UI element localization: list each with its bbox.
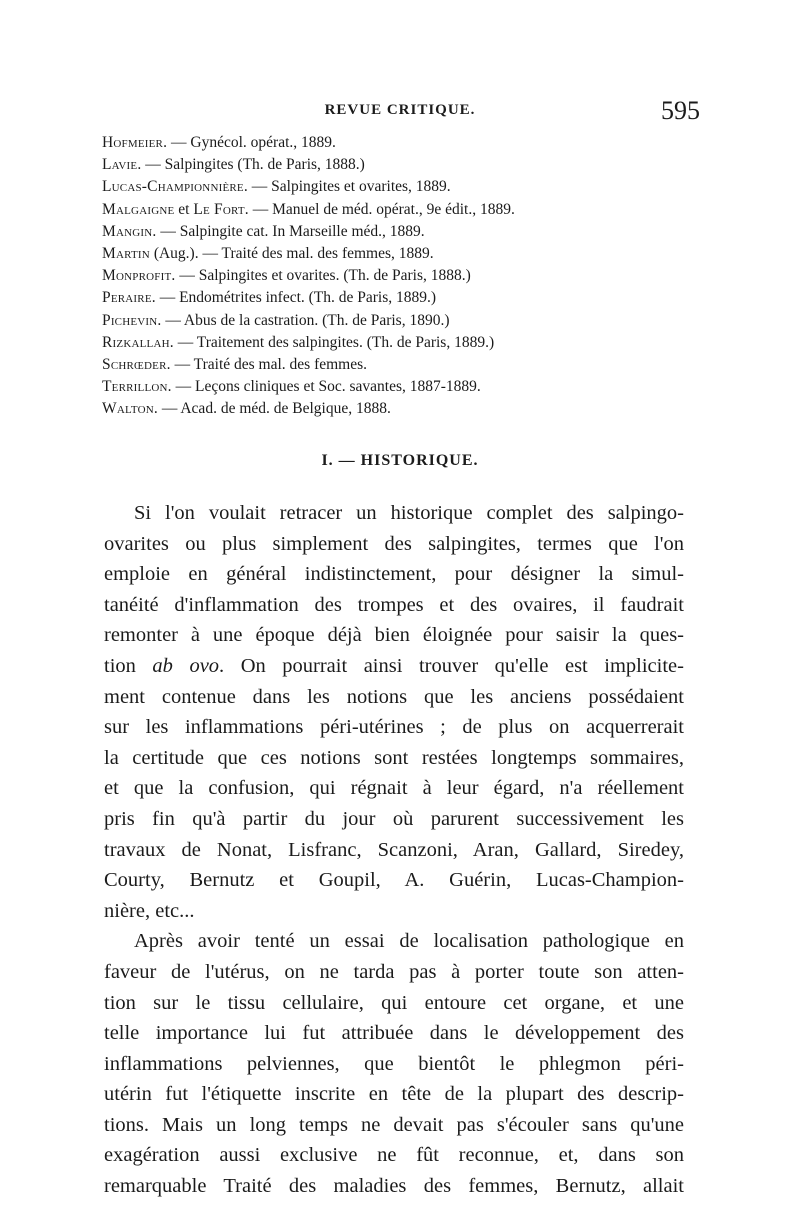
text-line: pris fin qu'à partir du jour où parurent successivement les — [104, 807, 684, 830]
text-line: tion sur le tissu cellulaire, qui entoure cet organe, et une — [104, 991, 684, 1014]
entry-text: — Gynécol. opérat., 1889. — [167, 134, 336, 151]
text-line: faveur de l'utérus, on ne tarda pas à porter toute son atten- — [104, 960, 684, 983]
entry-author: Pichevin. — [102, 311, 162, 329]
entry-text: (Aug.). — Traité des mal. des femmes, 1889. — [149, 244, 434, 262]
bibliography-entry — [102, 221, 702, 243]
text-line: tions. Mais un long temps ne devait pas s'écouler sans qu'une — [104, 1113, 684, 1136]
text-line: Après avoir tenté un essai de localisation pathologique en — [134, 930, 684, 953]
entry-text: — Salpingites et ovarites, 1889. — [247, 178, 451, 196]
entry-author: Schrœder. — [102, 355, 171, 373]
text-line: nière, etc... — [104, 899, 195, 922]
text-line — [104, 651, 684, 682]
text-fragment: tion — [104, 654, 153, 677]
text-line: remonter à une époque déjà bien éloignée pour saisir la ques- — [104, 624, 684, 647]
entry-author: Lucas-Championnière. — [102, 178, 248, 196]
entry-author: Hofmeier. — [102, 134, 168, 151]
entry-author: Monprofit. — [102, 267, 176, 285]
text-line: la certitude que ces notions sont restées longtemps sommaires, — [104, 746, 684, 769]
entry-text: — Salpingite cat. In Marseille méd., 1889. — [156, 222, 425, 240]
entry-author: Peraire. — [102, 289, 156, 307]
entry-author: Rizkallah. — [102, 333, 174, 351]
bibliography-entry — [102, 354, 702, 376]
text-line: Courty, Bernutz et Goupil, A. Guérin, Lucas-Champion- — [104, 869, 684, 892]
entry-text: — Traité des mal. des femmes. — [170, 355, 368, 373]
bibliography-list — [102, 132, 702, 420]
text-line: ovarites ou plus simplement des salpingites, termes que l'on — [104, 532, 684, 555]
bibliography-entry — [102, 332, 702, 354]
text-line: sur les inflammations péri-utérines ; de plus on acquerrerait — [104, 716, 684, 739]
bibliography-entry — [102, 176, 702, 198]
entry-author: Terrillon. — [102, 378, 172, 396]
entry-author: Martin — [102, 244, 150, 262]
body-text — [104, 498, 684, 1202]
entry-author: Lavie. — [102, 156, 142, 174]
text-line: ment contenue dans les notions que les anciens possédaient — [104, 685, 684, 708]
bibliography-entry — [102, 287, 702, 309]
entry-text: — Salpingites et ovarites. (Th. de Paris, 1888.) — [175, 267, 471, 285]
text-line: travaux de Nonat, Lisfranc, Scanzoni, Aran, Gallard, Siredey, — [104, 838, 684, 861]
text-line: Si l'on voulait retracer un historique complet des salpingo- — [134, 502, 684, 524]
entry-author: Walton. — [102, 400, 158, 418]
bibliography-entry — [102, 243, 702, 265]
bibliography-entry — [102, 376, 702, 398]
bibliography-entry — [102, 199, 702, 221]
bibliography-entry — [102, 154, 702, 176]
bibliography-entry — [102, 265, 702, 287]
text-line: utérin fut l'étiquette inscrite en tête de la plupart des descrip- — [104, 1083, 684, 1106]
entry-text: — Endométrites infect. (Th. de Paris, 1889.) — [155, 289, 437, 307]
text-line: telle importance lui fut attribuée dans le développement des — [104, 1022, 684, 1045]
text-line: emploie en général indistinctement, pour désigner la simul- — [104, 563, 684, 586]
entry-text: — Salpingites (Th. de Paris, 1888.) — [141, 156, 365, 174]
text-line: et que la confusion, qui régnait à leur égard, n'a réellement — [104, 777, 684, 800]
italic-phrase: ab ovo — [152, 654, 220, 677]
entry-author-2: Le Fort. — [193, 200, 249, 218]
text-line: tanéité d'inflammation des trompes et des ovaires, il faudrait — [104, 593, 684, 616]
bibliography-entry — [102, 132, 702, 154]
text-line: remarquable Traité des maladies des femmes, Bernutz, allait — [104, 1175, 684, 1198]
text-line: inflammations pelviennes, que bientôt le phlegmon péri- — [104, 1052, 684, 1075]
entry-text: — Traitement des salpingites. (Th. de Paris, 1889.) — [173, 333, 495, 351]
bibliography-entry — [102, 398, 702, 420]
text-fragment: . On pourrait ainsi trouver qu'elle est implicite- — [219, 654, 684, 677]
entry-author: Mangin. — [102, 222, 157, 240]
section-title: I. — HISTORIQUE. — [321, 452, 479, 469]
running-head: REVUE CRITIQUE. — [324, 102, 476, 118]
page-header — [100, 96, 700, 130]
entry-text: — Leçons cliniques et Soc. savantes, 1887-1889. — [171, 378, 481, 396]
page-number: 595 — [661, 96, 700, 125]
entry-text: — Abus de la castration. (Th. de Paris, 1890.) — [161, 311, 450, 329]
bibliography-entry — [102, 310, 702, 332]
entry-text-2: — Manuel de méd. opérat., 9e édit., 1889. — [248, 200, 515, 218]
entry-text: — Acad. de méd. de Belgique, 1888. — [157, 400, 391, 418]
entry-text: et — [174, 200, 194, 218]
text-line: exagération aussi exclusive ne fût reconnue, et, dans son — [104, 1144, 684, 1167]
entry-author: Malgaigne — [102, 200, 175, 218]
